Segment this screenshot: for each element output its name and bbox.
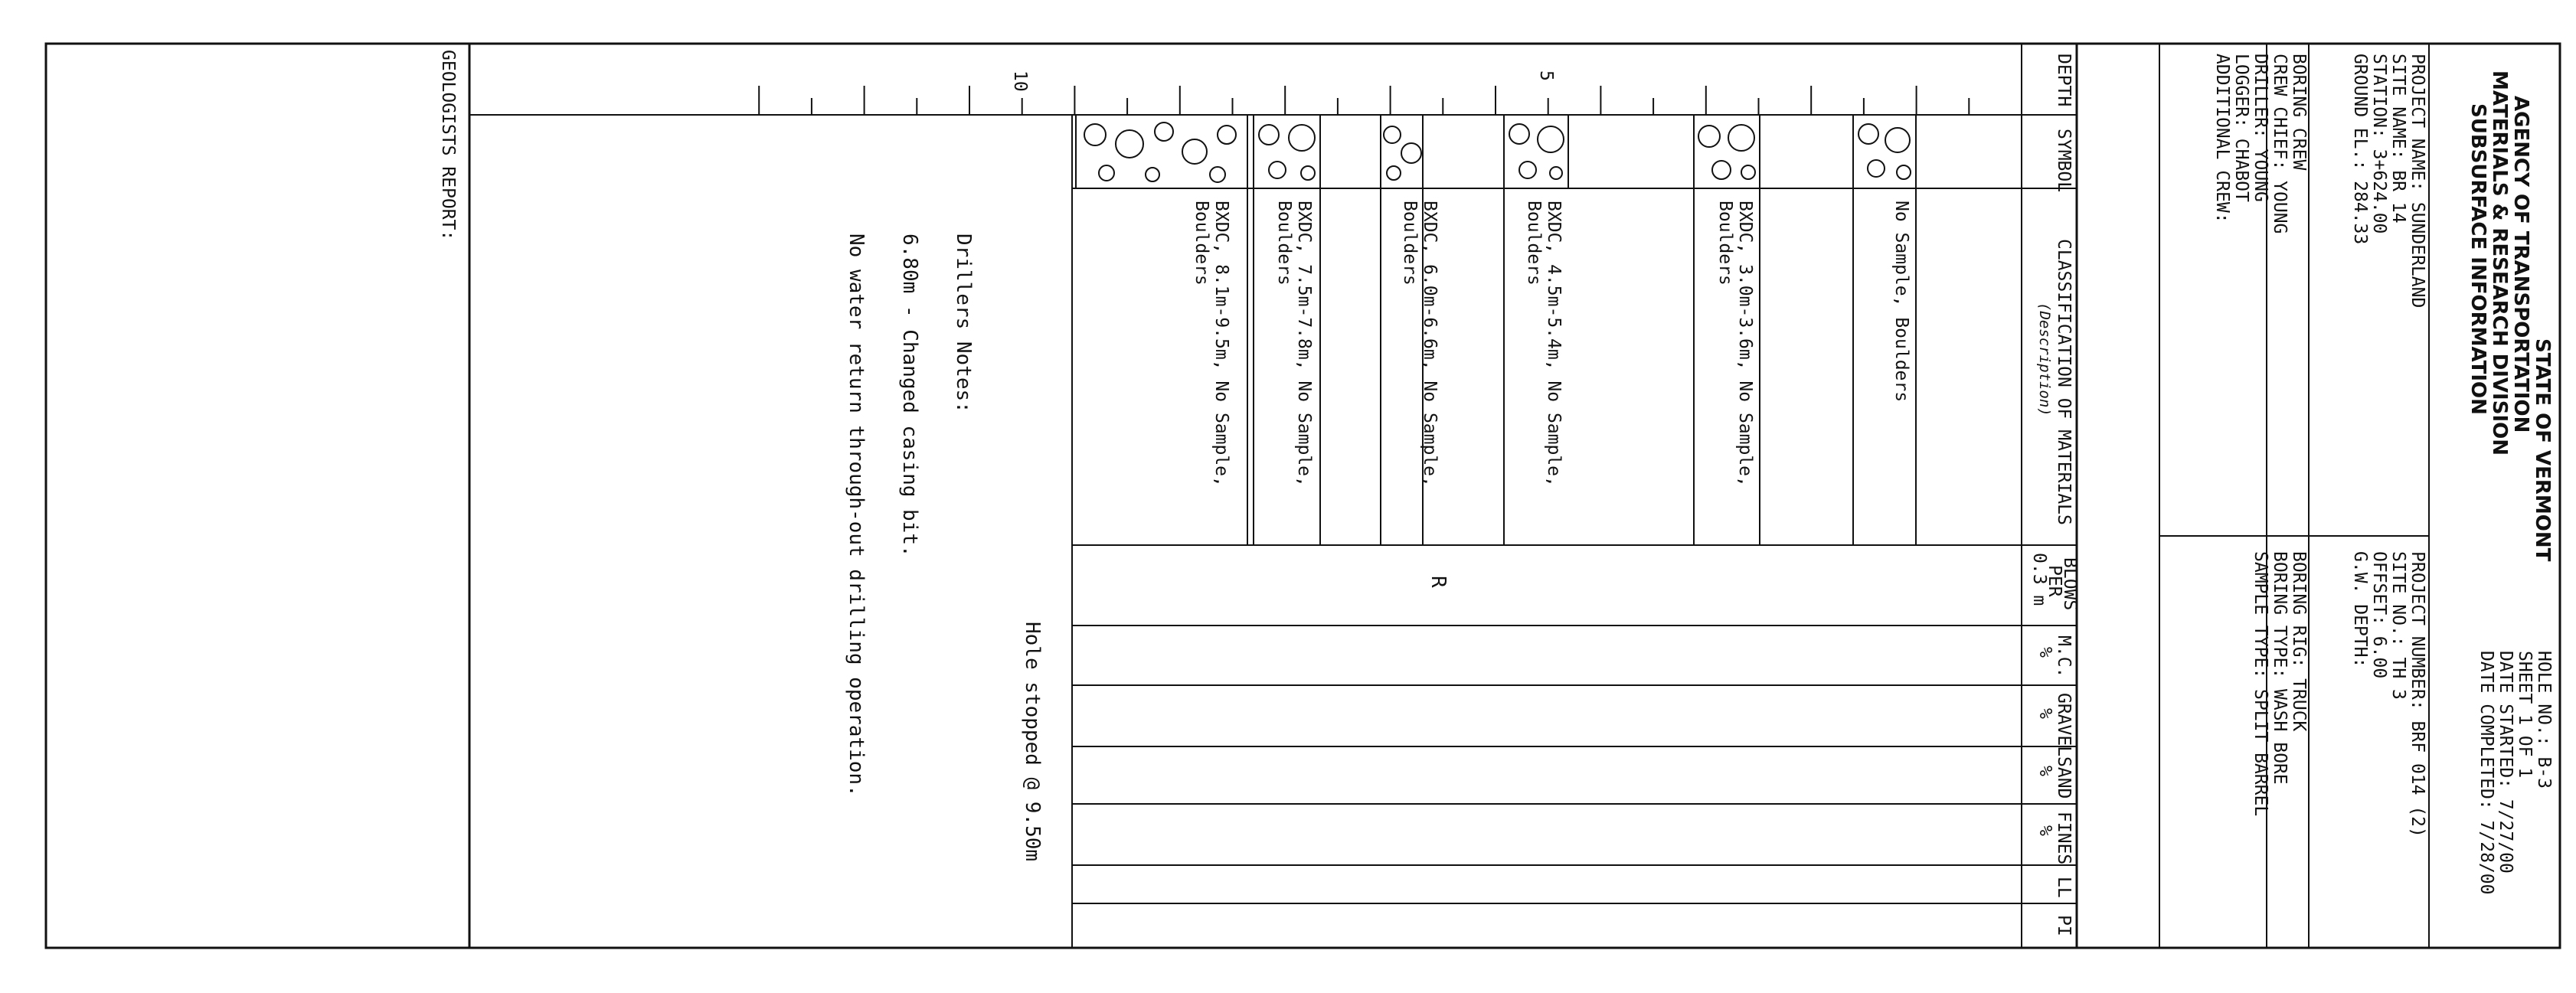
layer-2-description-cont: Boulders <box>1715 201 1735 286</box>
drillers-note-1: 6.80m - Changed casing bit. <box>898 234 921 557</box>
layer-1-description: No Sample, Boulders <box>1891 201 1911 403</box>
ground-elevation: GROUND EL.: 284.33 <box>2350 54 2370 245</box>
boulder-symbol <box>1254 115 1320 188</box>
agency-line-1: STATE OF VERMONT <box>2531 338 2554 562</box>
drillers-notes-title: Drillers Notes: <box>952 234 975 413</box>
column-mc: M.C. <box>2054 635 2074 678</box>
column-mc-unit: % <box>2035 647 2055 658</box>
additional-crew: ADDITIONAL CREW: <box>2212 54 2232 224</box>
layer-2-description: BXDC, 3.0m-3.6m, No Sample, <box>1735 201 1755 487</box>
boulder-symbol <box>1381 115 1423 188</box>
blows-value: R <box>1427 576 1450 588</box>
layer-5-description-cont: Boulders <box>1274 201 1294 286</box>
station: STATION: 3+624.00 <box>2369 54 2389 234</box>
logger: LOGGER: CHABOT <box>2231 54 2251 202</box>
layer-6-description-cont: Boulders <box>1192 201 1211 286</box>
boulder-symbol <box>1853 115 1916 188</box>
layer-4-description-cont: Boulders <box>1400 201 1420 286</box>
layer-5-description: BXDC, 7.5m-7.8m, No Sample, <box>1294 201 1314 487</box>
drillers-note-2: No water return through-out drilling operation. <box>845 234 868 797</box>
hole-number: HOLE NO.: B-3 <box>2534 651 2554 789</box>
layer-4-description: BXDC, 6.0m-6.6m, No Sample, <box>1420 201 1440 487</box>
column-blows-2: PER <box>2045 565 2064 597</box>
project-name: PROJECT NAME: SUNDERLAND <box>2408 54 2427 309</box>
layer-3-description-cont: Boulders <box>1524 201 1544 286</box>
column-blows-3: 0.3 m <box>2029 553 2049 606</box>
agency-line-2: AGENCY OF TRANSPORTATION <box>2509 96 2532 433</box>
layer-3-description: BXDC, 4.5m-5.4m, No Sample, <box>1544 201 1564 487</box>
column-gravel: GRAVEL <box>2054 693 2074 757</box>
column-ll: LL <box>2054 877 2074 898</box>
site-name: SITE NAME: BR 14 <box>2388 54 2408 224</box>
column-sand: SAND <box>2054 756 2074 799</box>
column-symbol: SYMBOL <box>2054 129 2074 193</box>
sheet-number: SHEET 1 OF 1 <box>2515 651 2535 779</box>
crew-chief: CREW CHIEF: YOUNG <box>2270 54 2290 234</box>
offset: OFFSET: 6.00 <box>2369 551 2389 679</box>
agency-line-3: MATERIALS & RESEARCH DIVISION <box>2488 70 2511 456</box>
column-fines-unit: % <box>2035 825 2055 836</box>
column-fines: FINES <box>2054 812 2074 865</box>
depth-label-5: 5 <box>1536 70 1556 81</box>
driller: DRILLER: YOUNG <box>2251 54 2270 202</box>
column-sand-unit: % <box>2035 766 2055 776</box>
column-classification-sub: (Description) <box>2036 302 2053 416</box>
layer-6-description: BXDC, 8.1m-9.5m, No Sample, <box>1211 201 1231 487</box>
geologists-report-label: GEOLOGISTS REPORT: <box>438 50 458 241</box>
gw-depth: G.W. DEPTH: <box>2350 551 2370 668</box>
boulder-symbol <box>1504 115 1568 188</box>
depth-tick-marks <box>759 86 2022 115</box>
project-number: PROJECT NUMBER: BRF 014 (2) <box>2408 551 2427 838</box>
boulder-symbol <box>1076 115 1247 188</box>
site-number: SITE NO.: TH 3 <box>2388 551 2408 700</box>
boring-rig: BORING RIG: TRUCK <box>2289 551 2309 732</box>
date-completed: DATE COMPLETED: 7/28/00 <box>2476 651 2496 895</box>
agency-line-4: SUBSURFACE INFORMATION <box>2466 103 2489 415</box>
column-classification: CLASSIFICATION OF MATERIALS <box>2054 239 2074 525</box>
depth-label-10: 10 <box>1010 70 1030 92</box>
boring-crew: BORING CREW <box>2289 54 2309 171</box>
date-started: DATE STARTED: 7/27/00 <box>2496 651 2516 874</box>
hole-stopped-note: Hole stopped @ 9.50m <box>1021 622 1044 862</box>
boulder-symbol <box>1694 115 1760 188</box>
column-depth: DEPTH <box>2054 54 2074 107</box>
column-blows-1: BLOWS <box>2060 557 2080 611</box>
column-gravel-unit: % <box>2035 708 2055 719</box>
column-pi: PI <box>2054 915 2074 936</box>
sheet-border <box>46 44 2560 948</box>
boring-type: BORING TYPE: WASH BORE <box>2270 551 2290 785</box>
sample-type: SAMPLE TYPE: SPLIT BARREL <box>2251 551 2270 817</box>
